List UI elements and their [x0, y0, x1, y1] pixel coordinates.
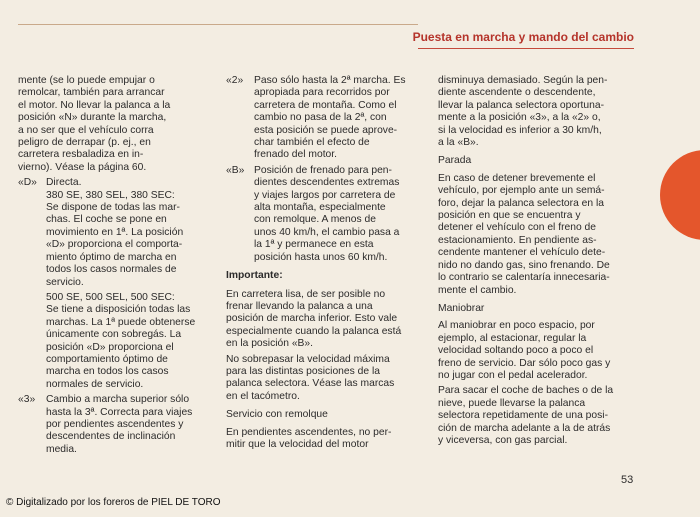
gear-position-2: [226, 75, 422, 162]
header-top-line: [18, 24, 418, 25]
important-heading: Importante:: [226, 270, 283, 282]
speed-limit-paragraph: No sobrepasar la velocidad máxima para las distintas posiciones de la palanca selectora. Véase las marcas en el tacómetro.: [226, 353, 395, 402]
gear-position-d-text: Directa. 380 SE, 380 SEL, 380 SEC: Se dispone de todas las mar- chas. El coche se pone en movimiento en 1ª. La posición «D» proporciona el comporta- miento óptimo de marcha en todos los casos normales de servicio.: [46, 177, 184, 288]
gear-position-2-text: Paso sólo hasta la 2ª marcha. Es apropiada para recorridos por carretera de montaña. Como el cambio no pasa de la 2ª, con esta posición se puede aprove- char también el efecto de frenado del motor.: [254, 75, 406, 161]
gear-position-3-key: «3»: [18, 394, 36, 406]
stop-heading: Parada: [438, 155, 472, 167]
gear-position-b-key: «B»: [226, 164, 245, 176]
gear-position-2-key: «2»: [226, 75, 244, 86]
important-paragraph: En carretera lisa, de ser posible no frenar llevando la palanca a una posición de marcha inferior. Esto vale especialmente cuando la palanca está en la posición «B».: [226, 288, 402, 350]
chapter-thumb-tab: [660, 150, 700, 240]
text-column-2: [226, 75, 422, 454]
gear-position-b: [226, 165, 422, 264]
gear-position-d-key: «D»: [18, 177, 37, 189]
gear-position-d-500-text: 500 SE, 500 SEL, 500 SEC: Se tiene a disposición todas las marchas. La 1ª puede obtenerse únicamente con sobregás. La posición «D» proporciona el comportamiento óptimo de marcha en todos los casos normales de servicio.: [46, 291, 196, 390]
maneuver-paragraph: Al maniobrar en poco espacio, por ejemplo, al estacionar, regular la velocidad soltando poco a poco el freno de servicio. Dar sólo poco gas y no jugar con el pedal acelerador.: [438, 320, 611, 381]
gear-position-3: [18, 394, 220, 456]
gear-position-d: [18, 177, 220, 289]
text-column-3: [438, 75, 638, 450]
stop-paragraph: En caso de detener brevemente el vehículo, por ejemplo ante un semá- foro, dejar la palanca selectora en la posición en que se encuentra y detener el vehículo con el freno de estacionamiento. En pendiente as- cendente mantener el vehículo dete- nido no dando gas, sino frenando. De lo contrario se calentaría innecesaria- mente el cambio.: [438, 172, 610, 296]
page-number: 53: [621, 474, 634, 486]
trailer-continuation-paragraph: disminuya demasiado. Según la pen- diente ascendente o descendente, llevar la palanca selectora oportuna- mente a la posición «3», a la «2» o, si la velocidad es inferior a 30 km/h, a la «B».: [438, 75, 608, 149]
potholes-paragraph: Para sacar el coche de baches o de la nieve, puede llevarse la palanca selectora repetidamente de una posi- ción de marcha adelante a la de atrás y viceversa, con gas parcial.: [438, 385, 614, 446]
section-title-rule: [418, 48, 634, 49]
footer-credit: © Digitalizado por los foreros de PIEL DE TORO: [6, 497, 221, 508]
maneuver-heading: Maniobrar: [438, 302, 485, 314]
trailer-paragraph: En pendientes ascendentes, no per- mitir que la velocidad del motor: [226, 426, 392, 450]
section-title: Puesta en marcha y mando del cambio: [412, 30, 634, 44]
intro-paragraph: mente (se lo puede empujar o remolcar, también para arrancar el motor. No llevar la palanca a la posición «N» durante la marcha, a no ser que el vehículo corra peligro de derrapar (p. ej., en carretera resbaladiza en in- vierno). Véase la página 60.: [18, 75, 171, 173]
gear-position-3-text: Cambio a marcha superior sólo hasta la 3ª. Correcta para viajes por pendientes ascendentes y descendentes de inclinación media.: [46, 394, 193, 455]
trailer-heading: Servicio con remolque: [226, 409, 328, 421]
text-column-1: [18, 75, 220, 459]
gear-position-b-text: Posición de frenado para pen- dientes descendentes extremas y viajes largos por carretera de alta montaña, especialmente con remolque. A menos de unos 40 km/h, el cambio pasa a la 1ª y permanece en esta posición hasta unos 60 km/h.: [254, 164, 400, 263]
